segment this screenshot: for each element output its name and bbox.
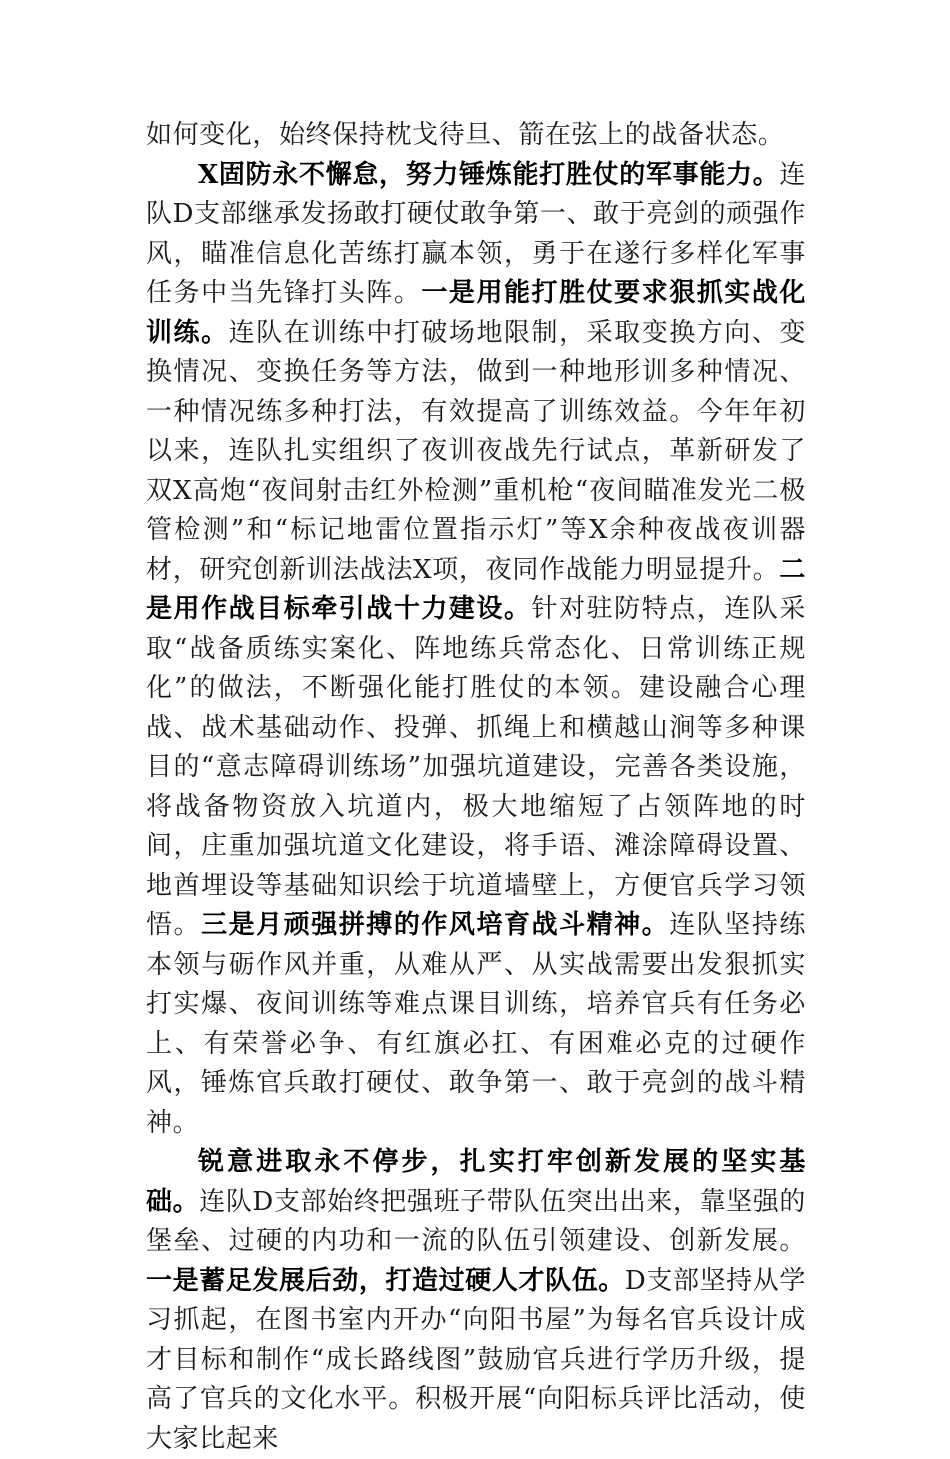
- text-run: D支部坚持从学习抓起，在图书室内开办“向阳书屋”为每名官兵设计成才目标和制作“成长路线图”鼓励官兵进行学历升级，提高了官兵的文化水平。积极开展“向阳标兵评比活动，使大家比起来: [146, 1265, 806, 1454]
- point-heading: 一是用能打胜仗要求狠抓实战化训练。: [146, 278, 806, 348]
- section-heading: X固防永不懈怠，努力锤炼能打胜仗的军事能力。: [198, 159, 780, 190]
- text-run: 针对驻防特点，连队采取“战备质练实案化、阵地练兵常态化、日常训练正规化”的做法，不断强化能打胜仗的本领。建设融合心理战、战术基础动作、投弹、抓绳上和横越山涧等多种课目的“意志障碍训练场”加强坑道建设，完善各类设施，将战备物资放入坑道内，极大地缩短了占领阵地的时间，庄重加强坑道文化建设，将手语、滩涂障碍设置、地酋埋设等基础知识绘于坑道墙壁上，方便官兵学习领悟。: [146, 594, 806, 940]
- text-run: 连队坚持练本领与砺作风并重，从难从严、从实战需要出发狠抓实打实爆、夜间训练等难点课目训练，培养官兵有任务必上、有荣誉必争、有红旗必扛、有困难必克的过硬作风，锤炼官兵敢打硬仗、敢争第一、敢于亮剑的战斗精神。: [146, 910, 806, 1138]
- point-heading: 二是用作战目标牵引战十力建设。: [146, 554, 806, 624]
- paragraph-continuation: [146, 116, 806, 156]
- paragraph-military-capability: [146, 156, 806, 1144]
- text-run: 如何变化，始终保持枕戈待旦、箭在弦上的战备状态。: [146, 120, 785, 150]
- paragraph-innovation: [146, 1143, 806, 1459]
- point-heading: 三是月顽强拼搏的作风培育战斗精神。: [201, 910, 670, 940]
- point-heading: 一是蓄足发展后劲，打造过硬人才队伍。: [146, 1265, 625, 1296]
- text-run: 连队在训练中打破场地限制，采取变换方向、变换情况、变换任务等方法，做到一种地形训多种情况、一种情况练多种打法，有效提高了训练效益。今年年初以来，连队扎实组织了夜训夜战先行试点，革新研发了双X高炮“夜间射击红外检测”重机枪“夜间瞄准发光二极管检测”和“标记地雷位置指示灯”等X余种夜战夜训器材，研究创新训法战法X项，夜同作战能力明显提升。: [146, 317, 806, 585]
- text-run: 连队D支部始终把强班子带队伍突出出来，靠坚强的堡垒、过硬的内功和一流的队伍引领建设、创新发展。: [146, 1186, 806, 1256]
- text-run: 连队D支部继承发扬敢打硬仗敢争第一、敢于亮剑的顽强作风，瞄准信息化苦练打赢本领，勇于在遂行多样化军事任务中当先锋打头阵。: [146, 159, 806, 308]
- body-text: [146, 116, 806, 1459]
- section-heading: 锐意进取永不停步，扎实打牢创新发展的坚实基础。: [146, 1147, 806, 1217]
